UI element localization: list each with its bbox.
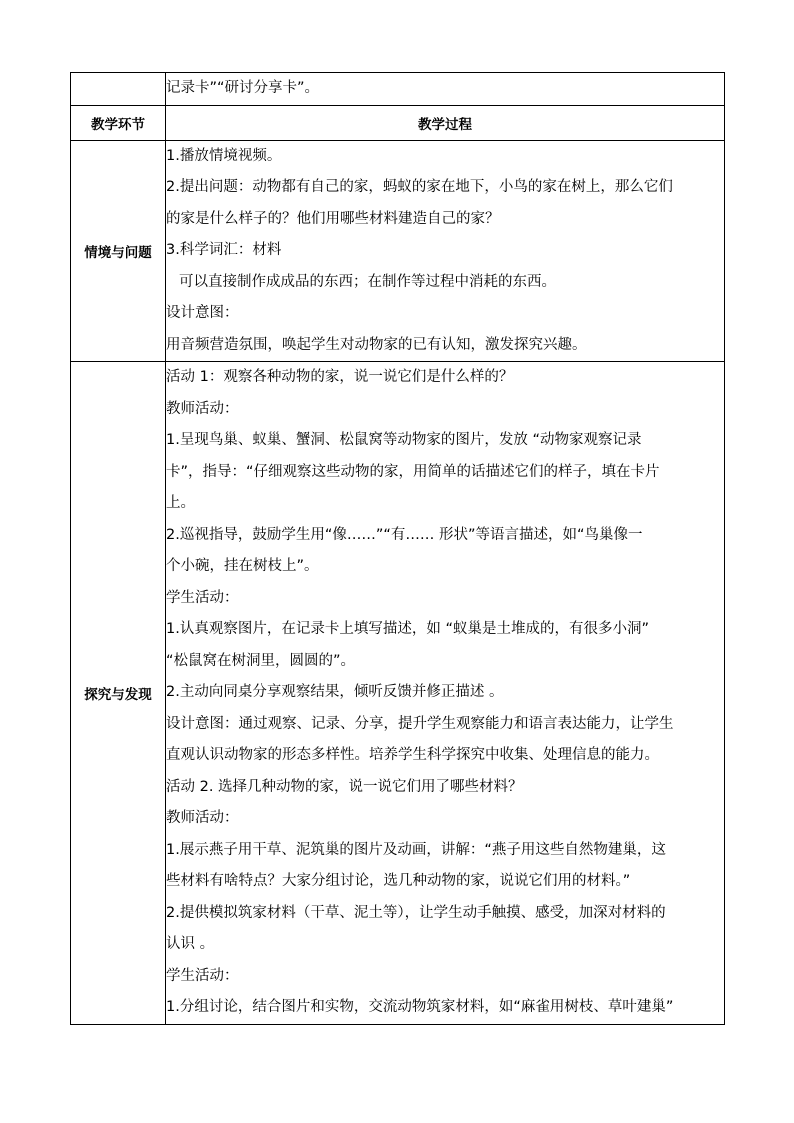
continuation-label-cell [71, 73, 166, 106]
text-line: 活动 2. 选择几种动物的家，说一说它们用了哪些材料？ [166, 778, 523, 795]
text-line: 些材料有啥特点？大家分组讨论，选几种动物的家，说说它们用的材料。” [166, 873, 631, 889]
text-line: 学生活动： [166, 967, 239, 984]
text-line: 个小碗，挂在树枝上”。 [166, 558, 319, 574]
continuation-text: 记录卡”“研讨分享卡”。 [166, 80, 320, 96]
section-situation-row [71, 140, 725, 362]
text-line: 2.提出问题：动物都有自己的家，蚂蚁的家在地下，小鸟的家在树上，那么它们 [166, 179, 673, 195]
text-line: 1.播放情境视频。 [166, 147, 282, 164]
text-line: 2.巡视指导，鼓励学生用“像……”“有…… 形状”等语言描述，如“鸟巢像一 [166, 526, 643, 543]
text-line: 认识 。 [166, 936, 215, 952]
text-line: 1.认真观察图片，在记录卡上填写描述，如 “蚁巢是土堆成的，有很多小洞” [166, 621, 649, 637]
section-situation-content [166, 140, 725, 362]
text-line: “松鼠窝在树洞里，圆圆的”。 [166, 652, 356, 669]
text-line: 学生活动： [166, 589, 239, 606]
text-line: 教师活动： [166, 400, 239, 417]
text-line: 2.主动向同桌分享观察结果，倾听反馈并修正描述 。 [166, 684, 504, 700]
section-explore-content [166, 362, 725, 1025]
text-line: 1.展示燕子用干草、泥筑巢的图片及动画，讲解：“燕子用这些自然物建巢，这 [166, 841, 666, 858]
text-line: 3.科学词汇：材料 [166, 242, 282, 258]
text-line: 1.分组讨论，结合图片和实物，交流动物筑家材料，如“麻雀用树枝、草叶建巢” [166, 999, 674, 1015]
text-line: 可以直接制作成成品的东西；在制作等过程中消耗的东西。 [179, 273, 556, 290]
text-line: 用音频营造氛围，唤起学生对动物家的已有认知，激发探究兴趣。 [166, 336, 587, 353]
text-line: 卡”，指导：“仔细观察这些动物的家，用简单的话描述它们的样子，填在卡片 [166, 463, 660, 480]
lesson-plan-table [70, 72, 725, 1025]
text-line: 2.提供模拟筑家材料（干草、泥土等），让学生动手触摸、感受，加深对材料的 [166, 904, 666, 921]
text-line: 活动 1：观察各种动物的家，说一说它们是什么样的？ [166, 369, 514, 385]
header-row [71, 105, 725, 140]
text-line: 的家是什么样子的？他们用哪些材料建造自己的家？ [166, 210, 500, 227]
section-situation-label: 情境与问题 [71, 140, 166, 362]
text-line: 直观认识动物家的形态多样性。培养学生科学探究中收集、处理信息的能力。 [166, 747, 659, 763]
text-line: 1.呈现鸟巢、蚁巢、蟹洞、松鼠窝等动物家的图片，发放 “动物家观察记录 [166, 432, 642, 448]
text-line: 设计意图： [166, 305, 239, 321]
continuation-row [71, 73, 725, 106]
header-teaching-process: 教学过程 [166, 105, 725, 140]
section-explore-label: 探究与发现 [71, 362, 166, 1025]
text-line: 上。 [166, 495, 195, 511]
text-line: 设计意图：通过观察、记录、分享，提升学生观察能力和语言表达能力，让学生 [166, 715, 674, 732]
text-line: 教师活动： [166, 810, 239, 826]
continuation-text-cell [166, 73, 725, 106]
header-teaching-stage: 教学环节 [71, 105, 166, 140]
section-explore-row [71, 362, 725, 1025]
